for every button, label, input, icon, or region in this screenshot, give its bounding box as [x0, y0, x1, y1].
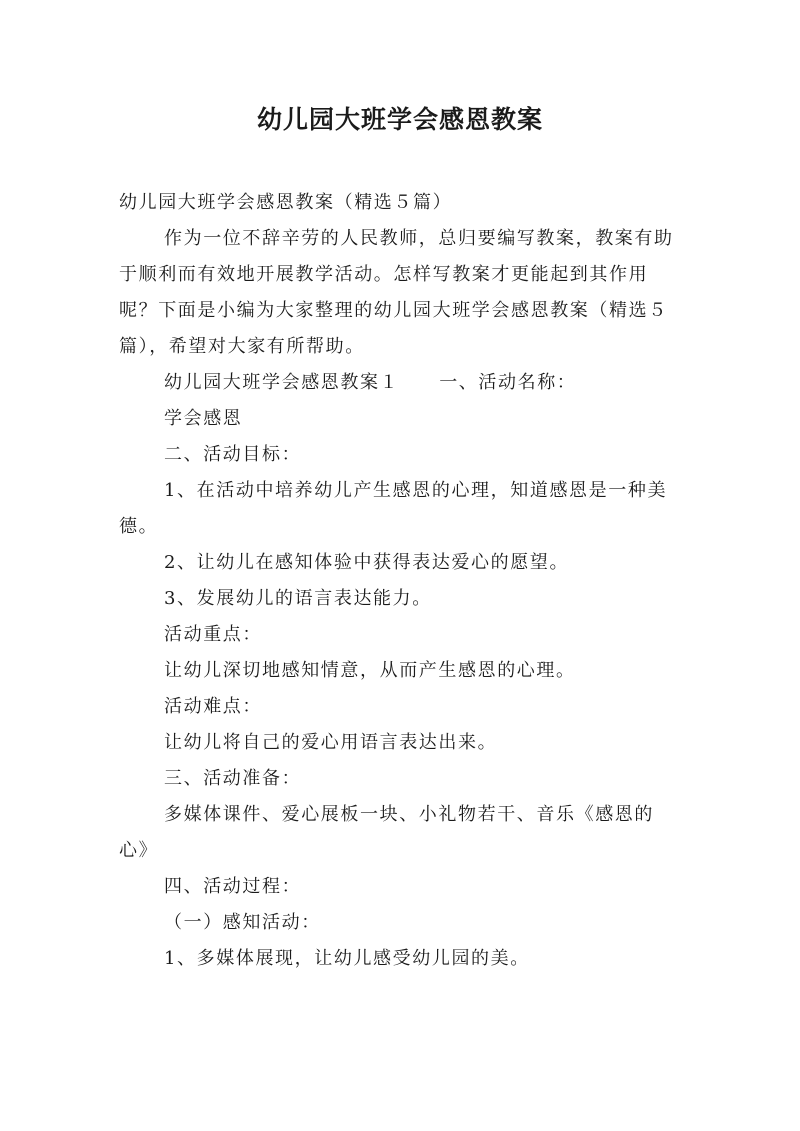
key-point-label: 活动重点：: [164, 624, 262, 645]
difficulty-label: 活动难点：: [164, 696, 262, 717]
difficulty: 让幼儿将自己的爱心用语言表达出来。: [164, 732, 498, 753]
preparation-label: 三、活动准备：: [164, 768, 302, 789]
preparation: 多媒体课件、爱心展板一块、小礼物若干、音乐《感恩的心》: [119, 804, 654, 861]
goal-item: 1、在活动中培养幼儿产生感恩的心理，知道感恩是一种美德。: [119, 480, 668, 537]
process-label: 四、活动过程：: [164, 876, 302, 897]
goals-label: 二、活动目标：: [164, 444, 302, 465]
process-step: 1、多媒体展现，让幼儿感受幼儿园的美。: [164, 948, 530, 969]
goal-item: 2、让幼儿在感知体验中获得表达爱心的愿望。: [164, 552, 570, 573]
document-body: [119, 185, 681, 977]
process-subheading: （一）感知活动：: [164, 912, 321, 933]
activity-name-label: 一、活动名称：: [439, 372, 577, 393]
activity-name: 学会感恩: [164, 408, 243, 429]
document-subtitle: 幼儿园大班学会感恩教案（精选５篇）: [119, 192, 453, 213]
section-heading-line: [119, 365, 681, 401]
document-title: 幼儿园大班学会感恩教案: [256, 105, 543, 134]
goal-item: 3、发展幼儿的语言表达能力。: [164, 588, 432, 609]
section1-heading: 幼儿园大班学会感恩教案１: [164, 372, 400, 393]
key-point: 让幼儿深切地感知情意，从而产生感恩的心理。: [164, 660, 576, 681]
intro-paragraph: 作为一位不辞辛劳的人民教师，总归要编写教案，教案有助于顺利而有效地开展教学活动。怎样写教案才更能起到其作用呢？下面是小编为大家整理的幼儿园大班学会感恩教案（精选５篇），希望对大家有所帮助。: [119, 228, 674, 357]
